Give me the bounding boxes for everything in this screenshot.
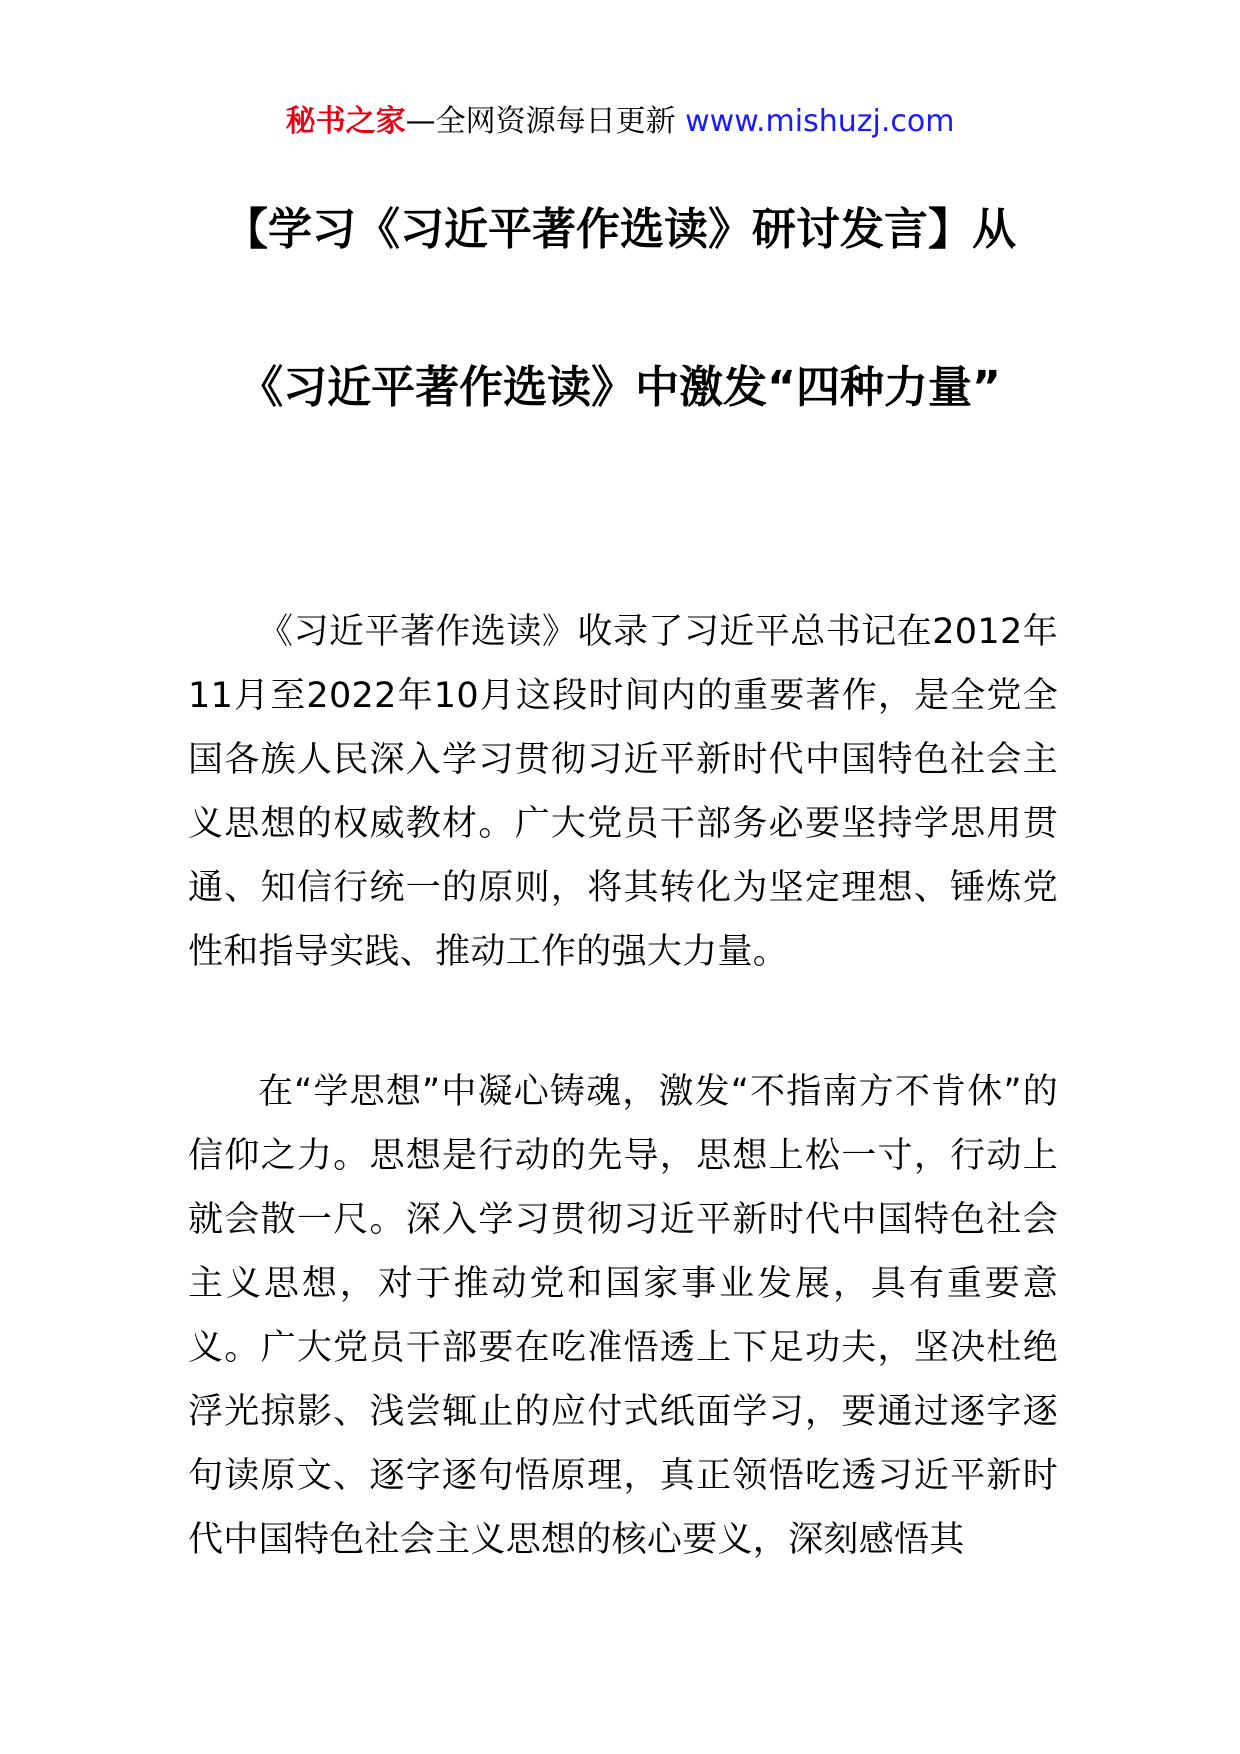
site-url-link[interactable]: www.mishuzj.com [685, 104, 955, 139]
site-brand: 秘书之家 [285, 104, 406, 139]
document-title-line-1: 【学习《习近平著作选读》研讨发言】从 [224, 204, 1016, 255]
body-paragraph-1: 《习近平著作选读》收录了习近平总书记在2012年11月至2022年10月这段时间内的重要著作，是全党全国各族人民深入学习贯彻习近平新时代中国特色社会主义思想的权威教材。广大党员干部务必要坚持学思用贯通、知信行统一的原则，将其转化为坚定理想、锤炼党性和指导实践、推动工作的强大力量。 [188, 612, 1058, 972]
site-tagline: —全网资源每日更新 [405, 104, 676, 139]
site-header [0, 100, 1240, 144]
body-paragraph-2: 在“学思想”中凝心铸魂，激发“不指南方不肯休”的信仰之力。思想是行动的先导，思想上松一寸，行动上就会散一尺。深入学习贯彻习近平新时代中国特色社会主义思想，对于推动党和国家事业发展，具有重要意义。广大党员干部要在吃准悟透上下足功夫，坚决杜绝浮光掠影、浅尝辄止的应付式纸面学习，要通过逐字逐句读原文、逐字逐句悟原理，真正领悟吃透习近平新时代中国特色社会主义思想的核心要义，深刻感悟其 [188, 1072, 1058, 1560]
document-title-line-2: 《习近平著作选读》中激发“四种力量” [239, 362, 1001, 413]
